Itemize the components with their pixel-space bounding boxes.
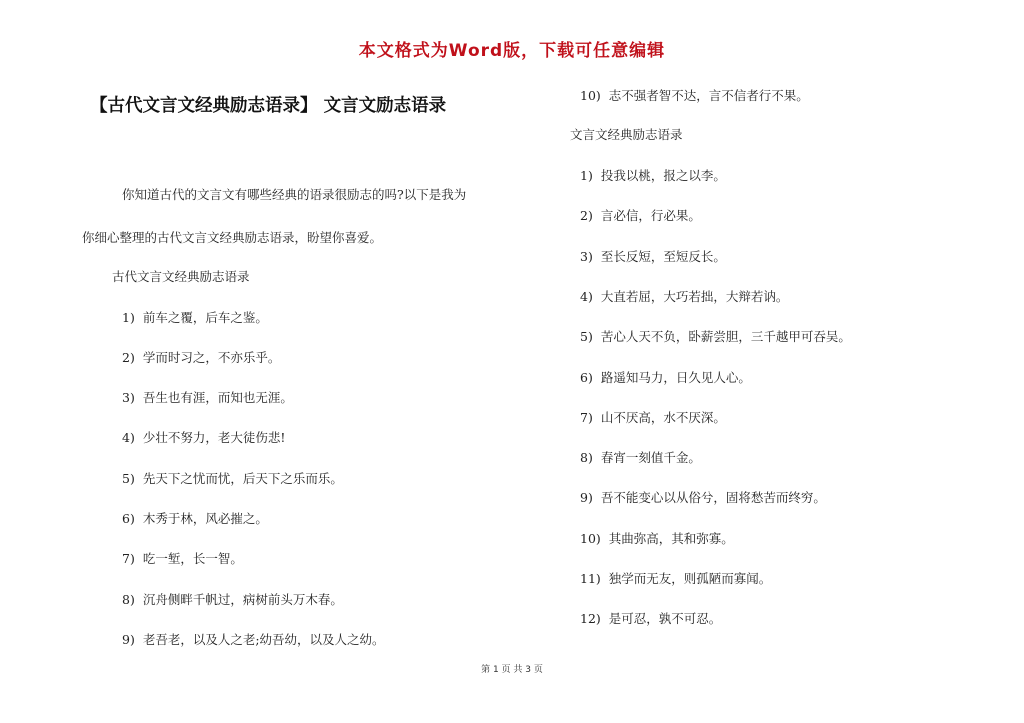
word-banner: 本文格式为Word版，下载可任意编辑 xyxy=(358,41,666,61)
item-number: 8) xyxy=(122,592,135,607)
item-number: 3) xyxy=(580,249,593,264)
list-item xyxy=(122,428,285,446)
item-text: 言必信，行必果。 xyxy=(600,208,701,223)
item-text: 春宵一刻值千金。 xyxy=(600,450,701,465)
item-text: 投我以桃，报之以李。 xyxy=(600,168,726,183)
item-number: 4) xyxy=(580,289,593,304)
list-item xyxy=(122,388,293,406)
list-item xyxy=(122,348,280,366)
item-number: 10) xyxy=(580,88,601,103)
item-text: 是可忍，孰不可忍。 xyxy=(608,611,722,626)
item-text: 学而时习之，不亦乐乎。 xyxy=(142,350,281,365)
item-number: 3) xyxy=(122,390,135,405)
item-number: 5) xyxy=(122,471,135,486)
item-number: 6) xyxy=(580,370,593,385)
list-item xyxy=(580,327,851,345)
item-number: 7) xyxy=(580,410,593,425)
item-number: 2) xyxy=(122,350,135,365)
list-item xyxy=(122,549,243,567)
list-item xyxy=(580,368,751,386)
item-text: 山不厌高，水不厌深。 xyxy=(600,410,726,425)
document-title: 【古代文言文经典励志语录】 文言文励志语录 xyxy=(90,96,447,116)
list-item xyxy=(580,408,726,426)
intro-line-1: 你知道古代的文言文有哪些经典的语录很励志的吗?以下是我为 xyxy=(122,187,467,202)
right-section-heading: 文言文经典励志语录 xyxy=(570,127,683,142)
item-number: 4) xyxy=(122,430,135,445)
list-item xyxy=(580,529,734,547)
item-number: 9) xyxy=(580,490,593,505)
list-item xyxy=(580,448,701,466)
item-number: 5) xyxy=(580,329,593,344)
item-number: 9) xyxy=(122,632,135,647)
item-text: 木秀于林，风必摧之。 xyxy=(142,511,268,526)
list-item xyxy=(580,609,721,627)
item-text: 独学而无友，则孤陋而寡闻。 xyxy=(608,571,772,586)
left-section-heading: 古代文言文经典励志语录 xyxy=(112,269,250,284)
list-item xyxy=(580,488,826,506)
item-text: 大直若屈，大巧若拙，大辩若讷。 xyxy=(600,289,789,304)
item-number: 10) xyxy=(580,531,601,546)
item-number: 2) xyxy=(580,208,593,223)
item-number: 8) xyxy=(580,450,593,465)
list-item xyxy=(580,569,771,587)
item-number: 7) xyxy=(122,551,135,566)
item-number: 11) xyxy=(580,571,601,586)
item-text: 其曲弥高，其和弥寡。 xyxy=(608,531,734,546)
item-text: 吾不能变心以从俗兮，固将愁苦而终穷。 xyxy=(600,490,826,505)
item-text: 吾生也有涯，而知也无涯。 xyxy=(142,390,293,405)
item-text: 志不强者智不达，言不信者行不果。 xyxy=(608,88,809,103)
list-item xyxy=(122,509,268,527)
list-item xyxy=(580,287,788,305)
item-text: 老吾老，以及人之老;幼吾幼，以及人之幼。 xyxy=(142,632,385,647)
item-number: 6) xyxy=(122,511,135,526)
page-footer: 第 1 页 共 3 页 xyxy=(481,665,543,675)
list-item xyxy=(122,590,343,608)
item-text: 吃一堑，长一智。 xyxy=(142,551,243,566)
item-text: 前车之覆，后车之鉴。 xyxy=(142,310,268,325)
intro-line-2: 你细心整理的古代文言文经典励志语录，盼望你喜爱。 xyxy=(82,230,383,245)
item-text: 路遥知马力，日久见人心。 xyxy=(600,370,751,385)
item-number: 1) xyxy=(580,168,593,183)
item-number: 12) xyxy=(580,611,601,626)
item-text: 至长反短，至短反长。 xyxy=(600,249,726,264)
list-item xyxy=(122,630,385,648)
item-number: 1) xyxy=(122,310,135,325)
list-item xyxy=(122,469,343,487)
item-text: 先天下之忧而忧，后天下之乐而乐。 xyxy=(142,471,343,486)
list-item xyxy=(580,247,726,265)
item-text: 少壮不努力，老大徒伤悲! xyxy=(142,430,286,445)
item-text: 沉舟侧畔千帆过，病树前头万木春。 xyxy=(142,592,343,607)
item-text: 苦心人天不负，卧薪尝胆，三千越甲可吞吴。 xyxy=(600,329,851,344)
list-item xyxy=(580,86,809,104)
list-item xyxy=(580,166,726,184)
list-item xyxy=(580,206,701,224)
list-item xyxy=(122,308,268,326)
